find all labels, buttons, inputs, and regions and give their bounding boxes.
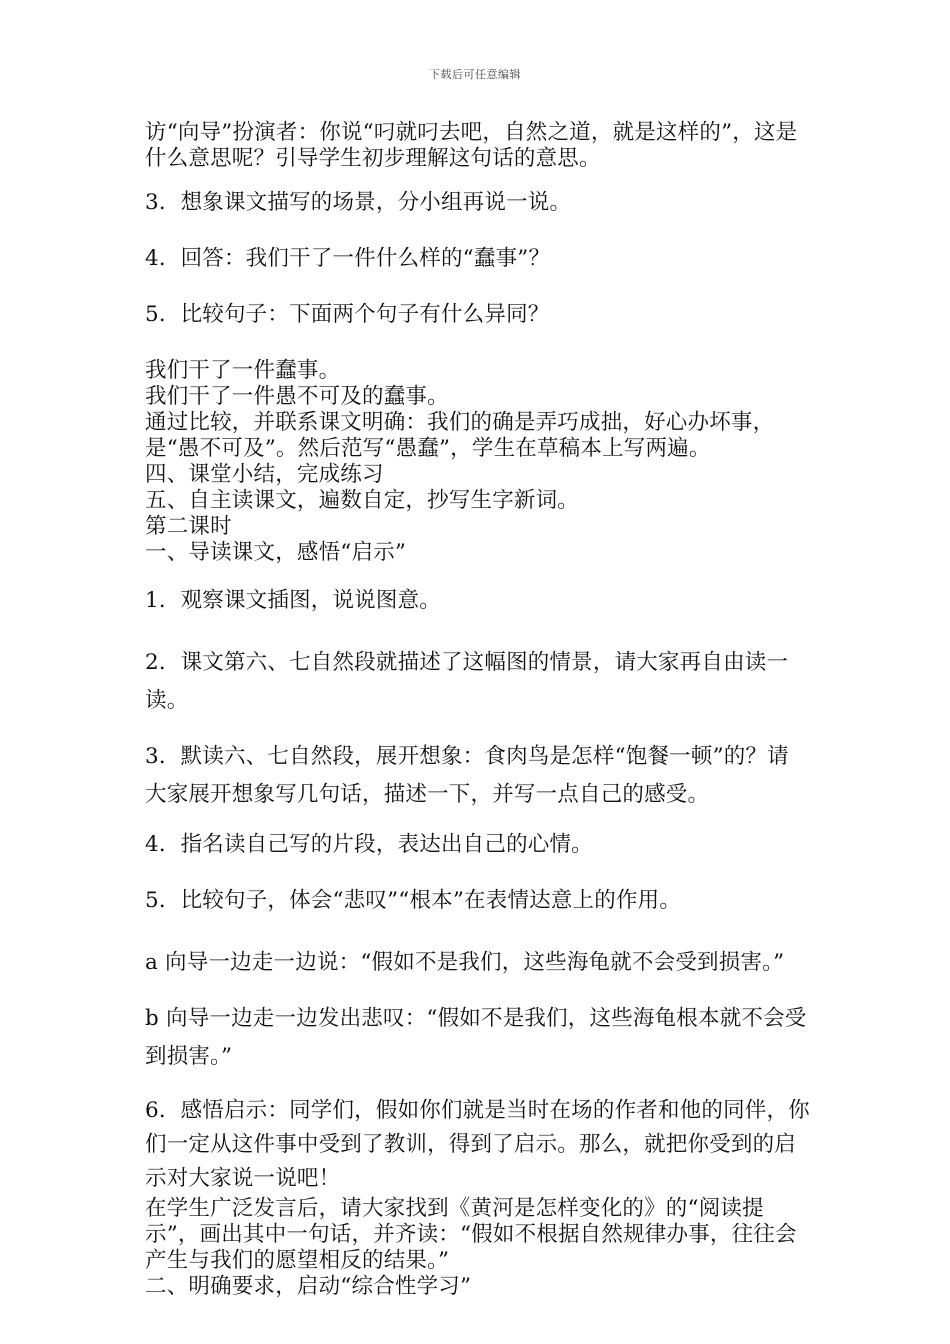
paragraph: 2．课文第六、七自然段就描述了这幅图的情景，请大家再自由读一读。 — [145, 650, 789, 713]
paragraph: 3．默读六、七自然段，展开想象：食肉鸟是怎样“饱餐一顿”的？请大家展开想象写几句话，描述一下，并写一点自己的感受。 — [145, 744, 789, 807]
paragraph: 一、导读课文，感悟“启示” — [145, 540, 407, 565]
paragraph: 1．观察课文插图，说说图意。 — [145, 588, 441, 613]
paragraph: 5．比较句子，体会“悲叹”“根本”在表情达意上的作用。 — [145, 888, 682, 913]
paragraph: 四、课堂小结，完成练习 — [145, 462, 384, 487]
document-body — [145, 120, 810, 1300]
page-header: 下载后可任意编辑 — [429, 68, 521, 81]
paragraph: 五、自主读课文，遍数自定，抄写生字新词。 — [145, 488, 580, 513]
paragraph: 4．回答：我们干了一件什么样的“蠢事”？ — [145, 246, 551, 271]
paragraph: b 向导一边走一边发出悲叹：“假如不是我们，这些海龟根本就不会受到损害。” — [145, 1006, 807, 1069]
paragraph: 我们干了一件愚不可及的蠢事。 — [145, 384, 449, 409]
paragraph: 通过比较，并联系课文明确：我们的确是弄巧成拙，好心办坏事，是“愚不可及”。然后范写“愚蠢”，学生在草稿本上写两遍。 — [145, 410, 775, 461]
paragraph: 6．感悟启示：同学们，假如你们就是当时在场的作者和他的同伴，你们一定从这件事中受到了教训，得到了启示。那么，就把你受到的启示对大家说一说吧！ — [145, 1098, 810, 1191]
paragraph: 第二课时 — [145, 514, 232, 539]
paragraph: 我们干了一件蠢事。 — [145, 358, 341, 383]
paragraph: 4．指名读自己写的片段，表达出自己的心情。 — [145, 832, 593, 857]
paragraph: 5．比较句子：下面两个句子有什么异同？ — [145, 302, 550, 327]
paragraph: a 向导一边走一边说：“假如不是我们，这些海龟就不会受到损害。” — [145, 950, 785, 975]
paragraph: 3．想象课文描写的场景，分小组再说一说。 — [145, 190, 572, 215]
paragraph: 二、明确要求，启动“综合性学习” — [145, 1274, 472, 1299]
paragraph: 访“向导”扮演者：你说“叼就叼去吧，自然之道，就是这样的”，这是什么意思呢？引导学生初步理解这句话的意思。 — [145, 120, 798, 171]
paragraph: 在学生广泛发言后，请大家找到《黄河是怎样变化的》的“阅读提示”，画出其中一句话，并齐读：“假如不根据自然规律办事，往往会产生与我们的愿望相反的结果。” — [145, 1196, 797, 1273]
